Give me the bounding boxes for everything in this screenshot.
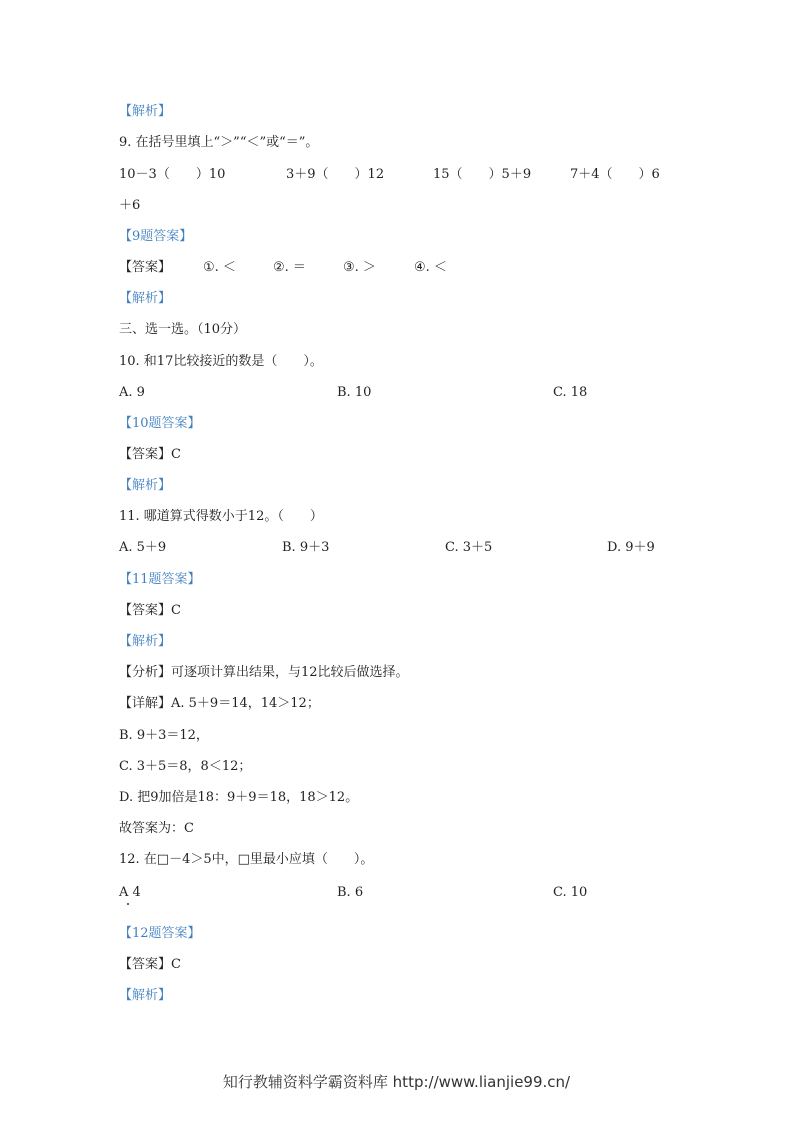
q12-jiexi-heading: 【解析】	[119, 988, 172, 1003]
q10-option-a: A. 9	[119, 385, 145, 400]
q11-conclusion: 故答案为：C	[119, 821, 194, 836]
section-3-title: 三、选一选。（10分）	[119, 322, 247, 337]
q9-answer-heading: 【9题答案】	[119, 229, 193, 244]
q9-wrap-text: ＋6	[119, 198, 141, 213]
q9-answer-label: 【答案】	[119, 260, 172, 275]
q11-answer: 【答案】C	[119, 603, 181, 618]
q10-jiexi-heading: 【解析】	[119, 478, 172, 493]
footer-watermark: 知行教辅资料学霸资料库 http://www.lianjie99.cn/	[222, 1073, 571, 1091]
q11-option-a: A. 5＋9	[119, 540, 167, 555]
q11-answer-heading: 【11题答案】	[119, 572, 201, 587]
q9-item-3: 15（ ）5＋9	[433, 167, 532, 182]
q9-stem: 9. 在括号里填上“＞”“＜”或“＝”。	[119, 135, 319, 150]
q9-answer-2: ②. ＝	[273, 260, 306, 275]
q10-option-b: B. 10	[337, 385, 372, 400]
q12-answer: 【答案】C	[119, 957, 181, 972]
q10-stem: 10. 和17比较接近的数是（ ）。	[119, 354, 323, 369]
q9-answer-1: ①. ＜	[203, 260, 236, 275]
q10-option-c: C. 18	[553, 385, 588, 400]
q8-jiexi-heading: 【解析】	[119, 104, 172, 119]
q12-option-a: A 4	[119, 885, 141, 900]
q11-stem: 11. 哪道算式得数小于12。（ ）	[119, 509, 323, 524]
q11-option-c: C. 3＋5	[445, 540, 493, 555]
q12-option-c: C. 10	[553, 885, 588, 900]
q10-answer: 【答案】C	[119, 447, 181, 462]
q11-detail-a: 【详解】A. 5＋9＝14，14＞12；	[119, 696, 320, 711]
q9-item-1: 10－3（ ）10	[119, 167, 226, 182]
q9-answer-4: ④. ＜	[414, 260, 447, 275]
q9-item-2: 3＋9（ ）12	[286, 167, 385, 182]
q9-jiexi-heading: 【解析】	[119, 291, 172, 306]
q9-answer-3: ③. ＞	[343, 260, 376, 275]
q11-option-d: D. 9＋9	[607, 540, 655, 555]
q10-answer-heading: 【10题答案】	[119, 416, 201, 431]
q11-analysis: 【分析】可逐项计算出结果，与12比较后做选择。	[119, 665, 409, 680]
q11-jiexi-heading: 【解析】	[119, 634, 172, 649]
q12-stem: 12. 在□－4＞5中，□里最小应填（ ）。	[119, 852, 374, 867]
q11-detail-d: D. 把9加倍是18：9＋9＝18，18＞12。	[119, 790, 359, 805]
stray-dot	[127, 903, 129, 905]
q11-option-b: B. 9＋3	[282, 540, 330, 555]
q12-option-b: B. 6	[337, 885, 364, 900]
q11-detail-b: B. 9＋3＝12，	[119, 728, 209, 743]
q9-item-4: 7＋4（ ）6	[570, 167, 660, 182]
q12-answer-heading: 【12题答案】	[119, 926, 201, 941]
q11-detail-c: C. 3＋5＝8，8＜12；	[119, 759, 252, 774]
